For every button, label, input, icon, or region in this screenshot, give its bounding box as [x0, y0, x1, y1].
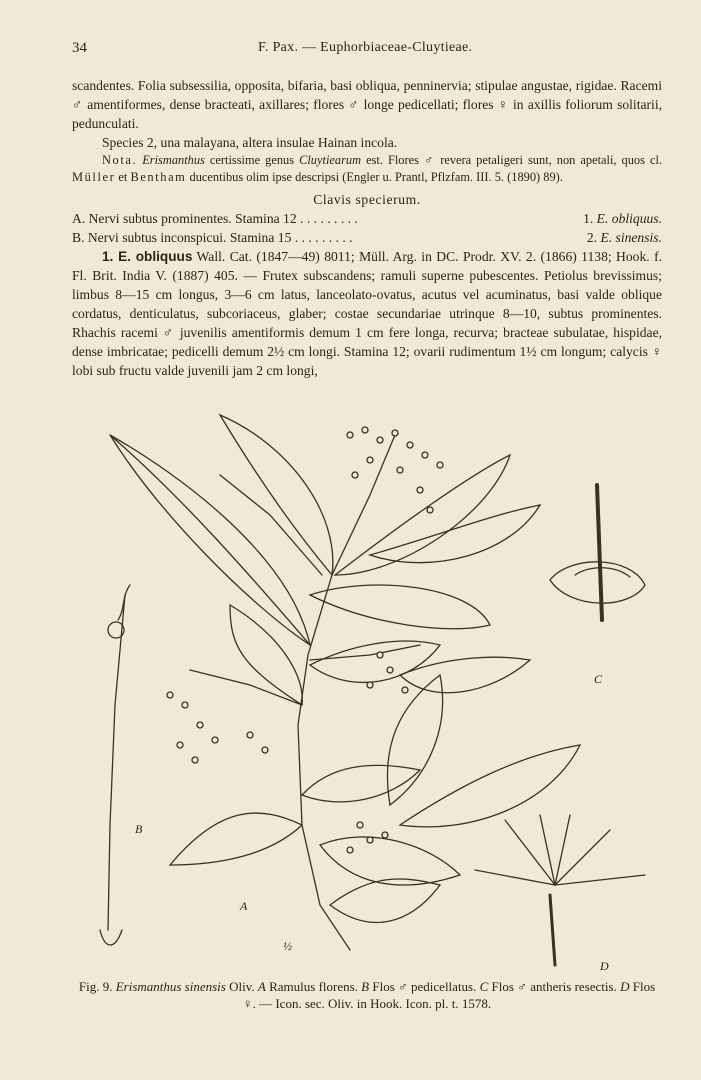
caption-letter: C: [479, 979, 489, 994]
figure-label-b: B: [135, 822, 143, 836]
caption-text: Flos ♂ pedicellatus.: [369, 979, 480, 994]
species-heading: 1. E. obliquus: [102, 249, 193, 264]
detail-d-lobe: [555, 815, 570, 885]
key-lead: B. Nervi subtus inconspicui. Stamina 15 . . . . . . . . .: [72, 230, 353, 245]
nota-author: Müller: [72, 170, 116, 184]
nota-text: ducentibus olim ipse descripsi (Engler u. Prantl, Pflzfam. III. 5. (1890) 89).: [186, 170, 563, 184]
key-row: [72, 209, 662, 228]
detail-c-flower: [575, 568, 630, 577]
genus-description: scandentes. Folia subsessilia, opposita, bifaria, basi obliqua, penninervia; stipulae angustae, rigidae. Racemi ♂ amentiformes, dense bracteati, axillares; flores ♂ longe pedicellati; flores ♀ in axillis foliorum solitarii, pedunculati.: [72, 78, 662, 131]
caption-text: Ramulus florens.: [265, 979, 362, 994]
key-lead: A. Nervi subtus prominentes. Stamina 12 . . . . . . . . .: [72, 211, 358, 226]
body-text: [72, 76, 662, 380]
leaf: [310, 585, 490, 629]
caption-text: Flos ♂ antheris resectis.: [488, 979, 621, 994]
nota-text: est. Flores ♂ revera petaligeri sunt, non apetali, quos cl.: [361, 153, 662, 167]
species-text: Wall. Cat. (1847—49) 8011; Müll. Arg. in DC. Prodr. XV. 2. (1866) 1138; Hook. f. Fl. Brit. India V. (1887) 405. — Frutex subscandens; ramuli superne pubescentes. Petiolus brevissimus; limbus 8—15 cm longus, 3—6 cm latus, lanceolato-ovatus, acutus vel acuminatus, basi valde oblique cordatus, denticulatus, subcoriaceus, glaber; costae secundariae utrinque 8—10, subtus prominentes. Rhachis racemi ♂ juvenilis amentiformis demum 1 cm fere longa, recurva; bracteae subulatae, hispidae, dense imbricatae; pedicelli demum 2½ cm longi. Stamina 12; ovarii rudimentum 1½ cm longum; calycis ♀ lobi sub fructu valde juvenili jam 2 cm longi,: [72, 249, 662, 378]
figure-caption: [72, 978, 662, 1012]
detail-b-base: [100, 930, 122, 945]
detail-c-column: [597, 485, 602, 620]
nota-paragraph: [72, 152, 662, 186]
caption-letter: A: [257, 979, 266, 994]
stem: [298, 435, 395, 950]
leaf: [335, 455, 510, 575]
detail-d-lobe: [555, 875, 645, 885]
botanical-illustration: [70, 405, 670, 975]
detail-d-base: [550, 895, 555, 965]
figure-label-c: C: [594, 672, 603, 686]
clavis-title: Clavis specierum.: [313, 192, 421, 207]
running-title: F. Pax. — Euphorbiaceae-Cluytieae.: [258, 40, 473, 55]
detail-d-lobe: [555, 830, 610, 885]
leaf: [400, 657, 530, 693]
page-number: 34: [72, 40, 87, 56]
key-result: [583, 209, 662, 228]
leaf: [302, 765, 420, 802]
caption-letter: B: [361, 979, 370, 994]
key-number: 2.: [586, 230, 598, 245]
nota-genus: Erismanthus: [142, 153, 205, 167]
key-species: E. sinensis.: [600, 230, 662, 245]
detail-b-stalk: [108, 595, 125, 930]
detail-b-stalk: [118, 585, 130, 620]
caption-text: Oliv.: [225, 979, 258, 994]
caption-letter: D: [620, 979, 630, 994]
leaf: [330, 879, 440, 922]
key-result: [587, 228, 662, 247]
species-count: Species 2, una malayana, altera insulae Hainan incola.: [102, 135, 398, 150]
figure-scale: ½: [283, 939, 292, 953]
caption-species: Erismanthus sinensis: [115, 979, 226, 994]
key-row: [72, 228, 662, 247]
stem: [190, 670, 302, 705]
leaf: [320, 837, 460, 885]
species-description: [72, 247, 662, 380]
leaf: [220, 415, 333, 575]
leaf: [310, 641, 440, 682]
nota-label: Nota.: [102, 153, 138, 167]
nota-author: Bentham: [130, 170, 187, 184]
nota-text: certissime genus: [204, 153, 300, 167]
leaf: [170, 813, 302, 865]
page-header: [72, 40, 661, 60]
caption-fig-number: Fig. 9.: [78, 979, 113, 994]
leaf: [387, 675, 442, 805]
nota-tribe: Cluytiearum: [299, 153, 362, 167]
key-species: E. obliquus.: [596, 211, 662, 226]
key-number: 1.: [583, 211, 594, 226]
figure-label-d: D: [600, 959, 609, 973]
leaf: [110, 435, 310, 645]
leaf: [400, 745, 580, 827]
leaf: [230, 605, 302, 705]
caption-text: Flos ♀. — Icon. sec. Oliv. in Hook. Icon. pl. t. 1578.: [242, 979, 656, 1011]
leaf: [110, 435, 310, 645]
leaf: [370, 505, 540, 563]
figure-label-a: A: [240, 899, 248, 913]
nota-text: et: [115, 170, 131, 184]
detail-d-lobe: [475, 870, 555, 885]
